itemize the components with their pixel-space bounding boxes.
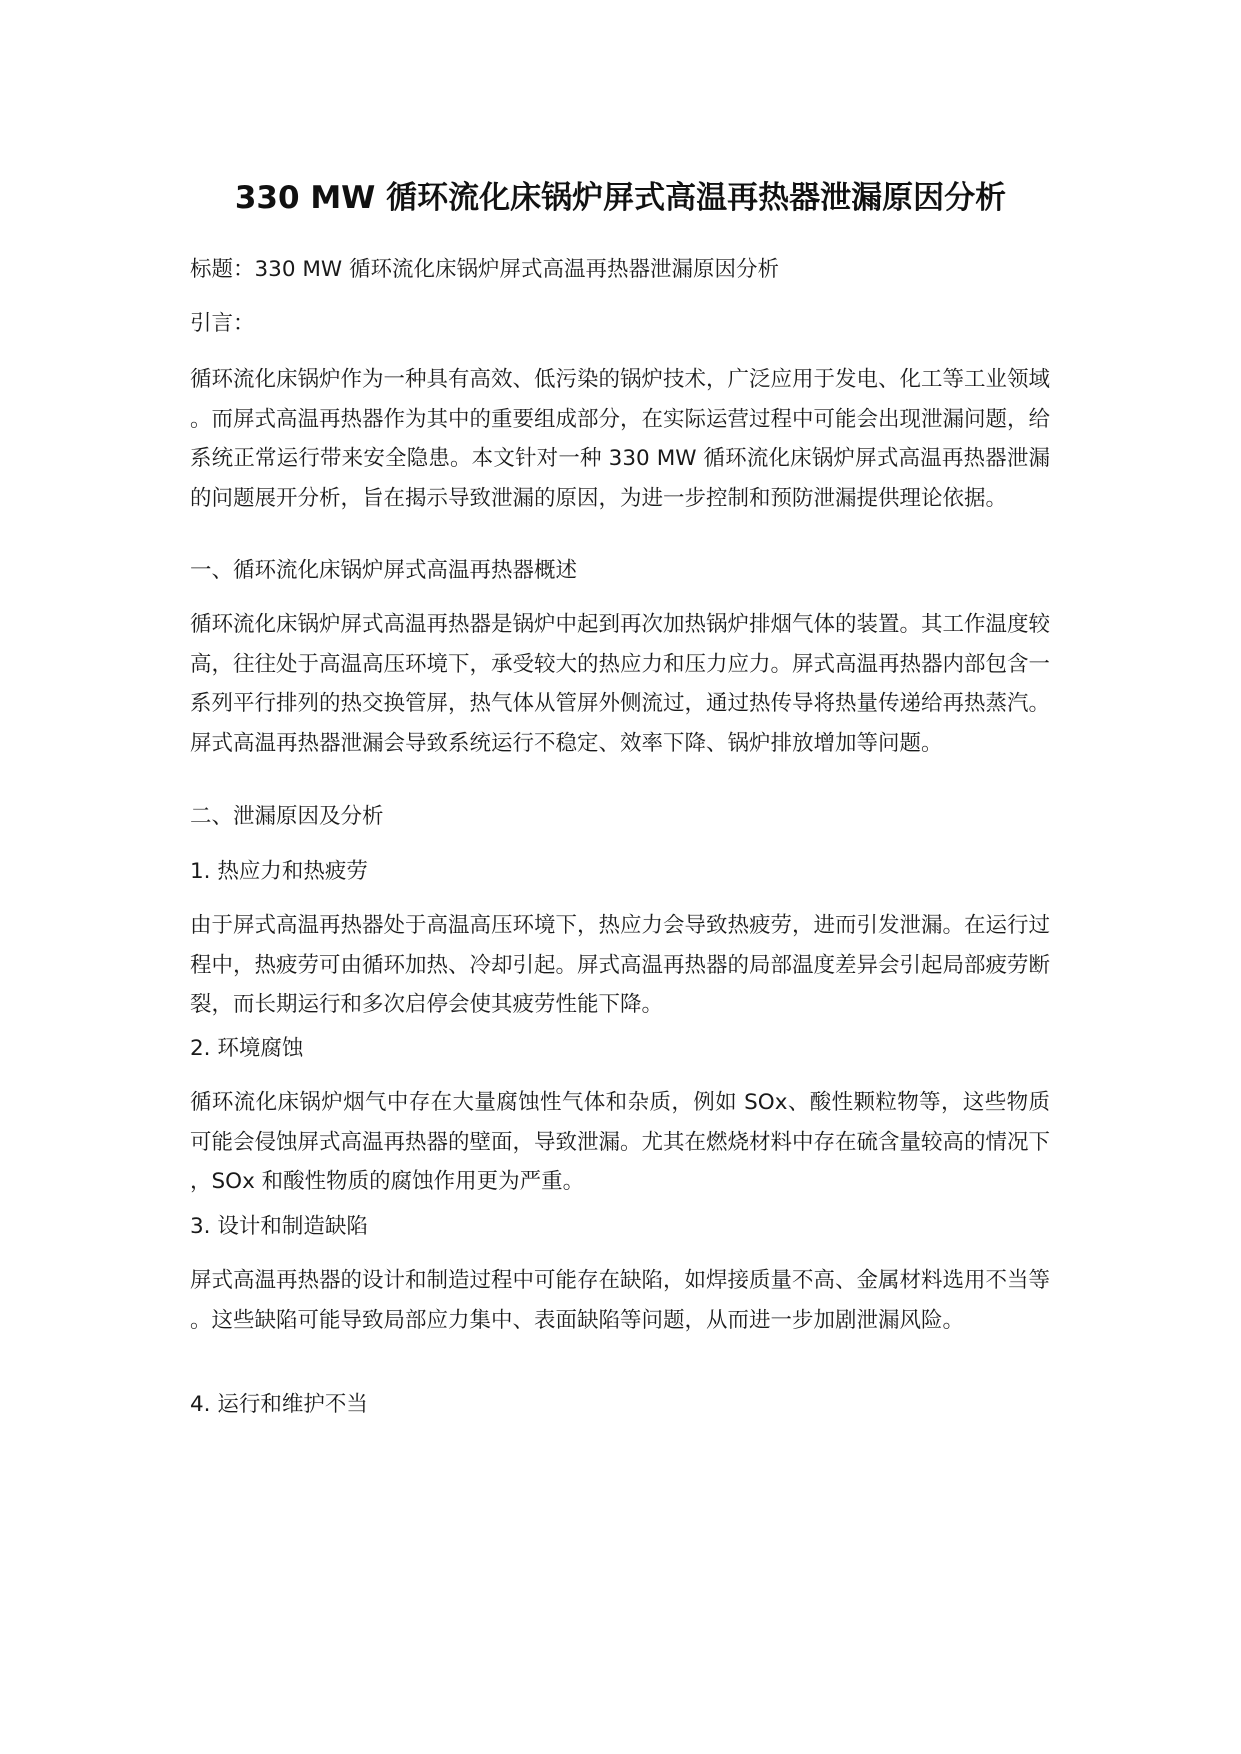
item1-heading: 1. 热应力和热疲劳 — [190, 859, 368, 884]
item3-heading: 3. 设计和制造缺陷 — [190, 1214, 368, 1239]
item3-paragraph: 屏式高温再热器的设计和制造过程中可能存在缺陷，如焊接质量不高、金属材料选用不当等。这些缺陷可能导致局部应力集中、表面缺陷等问题，从而进一步加剧泄漏风险。 — [190, 1268, 1051, 1333]
intro-paragraph: 循环流化床锅炉作为一种具有高效、低污染的锅炉技术，广泛应用于发电、化工等工业领域。而屏式高温再热器作为其中的重要组成部分，在实际运营过程中可能会出现泄漏问题，给系统正常运行带来安全隐患。本文针对一种 330 MW 循环流化床锅炉屏式高温再热器泄漏的问题展开分析，旨在揭示导致泄漏的原因，为进一步控制和预防泄漏提供理论依据。 — [190, 367, 1051, 511]
subject-line: 标题：330 MW 循环流化床锅炉屏式高温再热器泄漏原因分析 — [190, 257, 780, 282]
section1-paragraph: 循环流化床锅炉屏式高温再热器是锅炉中起到再次加热锅炉排烟气体的装置。其工作温度较高，往往处于高温高压环境下，承受较大的热应力和压力应力。屏式高温再热器内部包含一系列平行排列的热交换管屏，热气体从管屏外侧流过，通过热传导将热量传递给再热蒸汽。屏式高温再热器泄漏会导致系统运行不稳定、效率下降、锅炉排放增加等问题。 — [190, 612, 1051, 756]
item2-heading: 2. 环境腐蚀 — [190, 1036, 304, 1061]
item1-paragraph: 由于屏式高温再热器处于高温高压环境下，热应力会导致热疲劳，进而引发泄漏。在运行过程中，热疲劳可由循环加热、冷却引起。屏式高温再热器的局部温度差异会引起局部疲劳断裂，而长期运行和多次启停会使其疲劳性能下降。 — [190, 913, 1051, 1017]
item2-paragraph: 循环流化床锅炉烟气中存在大量腐蚀性气体和杂质，例如 SOx、酸性颗粒物等，这些物质可能会侵蚀屏式高温再热器的壁面，导致泄漏。尤其在燃烧材料中存在硫含量较高的情况下，SOx 和酸性物质的腐蚀作用更为严重。 — [190, 1090, 1051, 1194]
intro-heading: 引言： — [190, 311, 255, 336]
document-title: 330 MW 循环流化床锅炉屏式高温再热器泄漏原因分析 — [234, 180, 1007, 216]
section1-heading: 一、循环流化床锅炉屏式高温再热器概述 — [190, 558, 578, 583]
section2-heading: 二、泄漏原因及分析 — [190, 804, 384, 829]
item4-heading: 4. 运行和维护不当 — [190, 1392, 368, 1417]
